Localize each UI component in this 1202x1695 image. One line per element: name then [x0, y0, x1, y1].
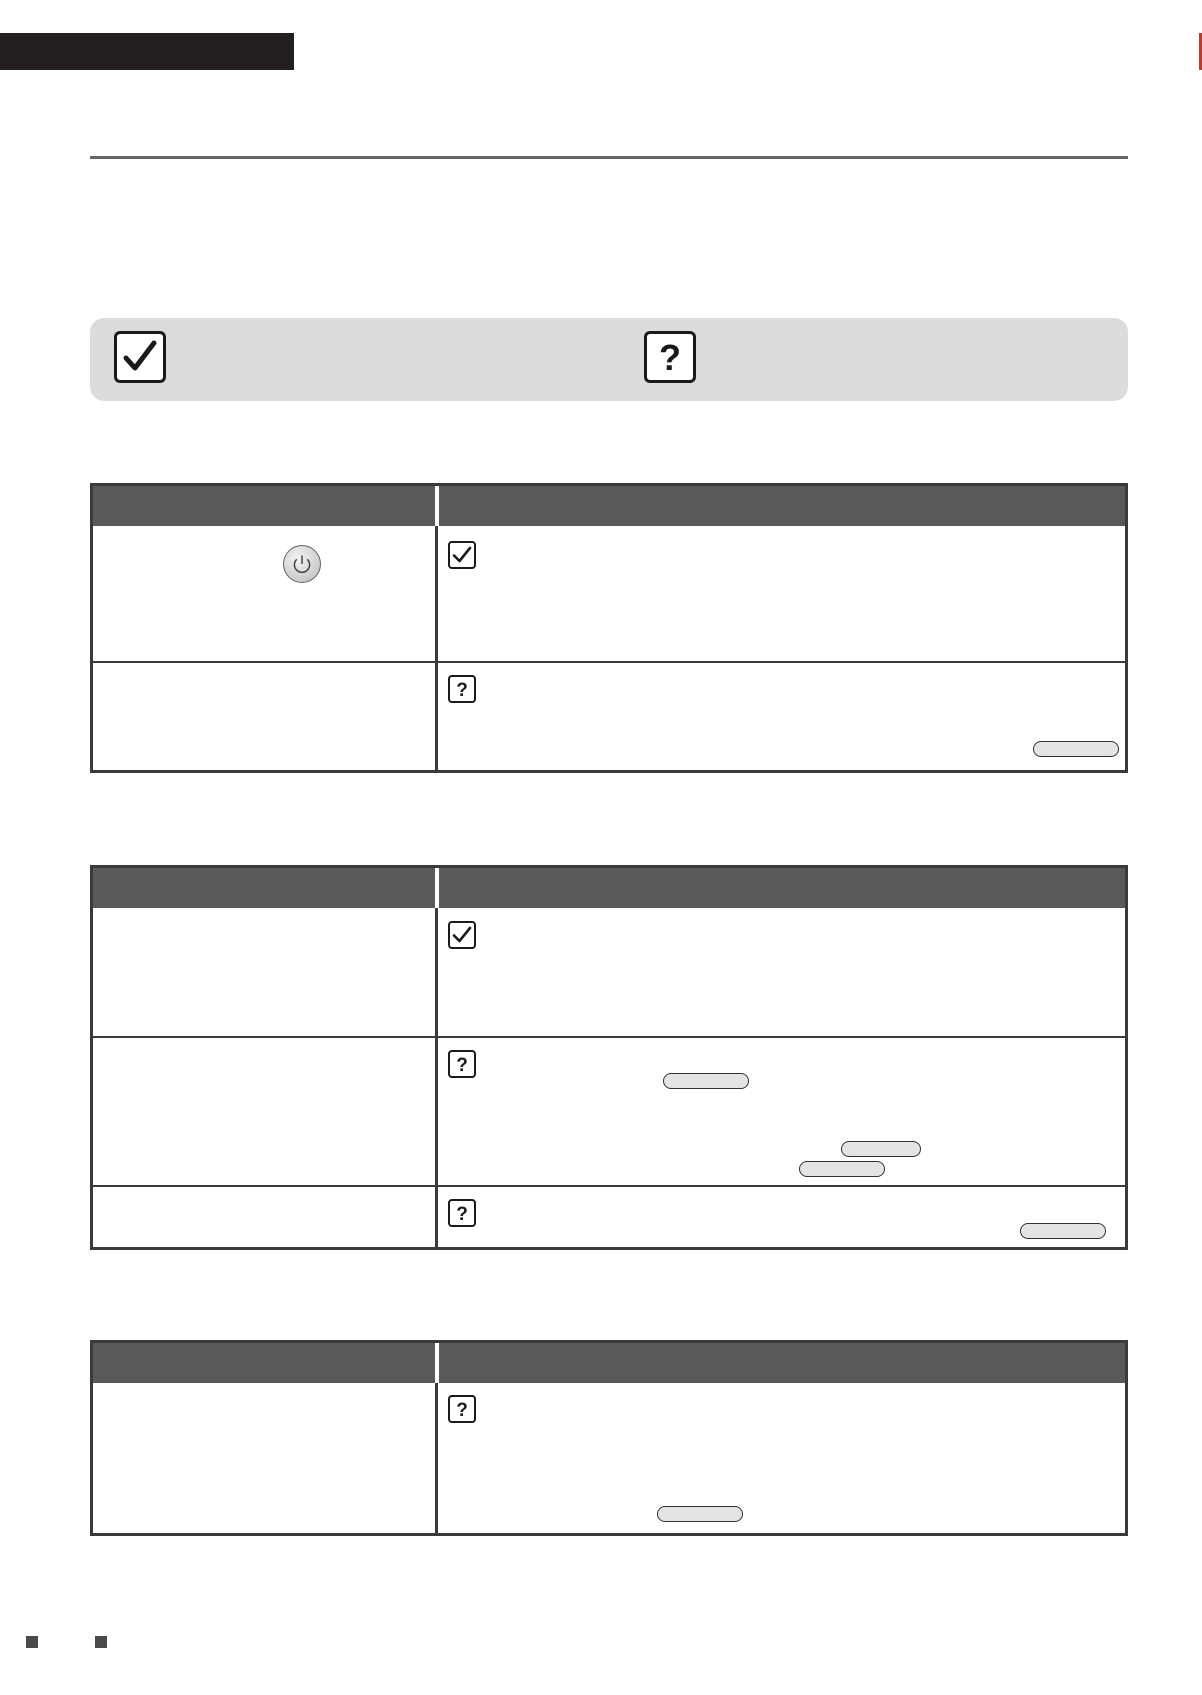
- footer-square: [26, 1636, 38, 1648]
- troubleshoot-table-2: [90, 865, 1128, 1250]
- page-reference-pill[interactable]: [1033, 741, 1119, 757]
- check-box-icon: [448, 541, 476, 569]
- page-reference-pill[interactable]: [841, 1141, 921, 1157]
- question-box-icon: [448, 675, 476, 703]
- icon-legend: [90, 318, 1128, 401]
- chapter-tab: [0, 33, 294, 70]
- question-box-icon: [448, 1395, 476, 1423]
- question-box-icon: [644, 331, 696, 383]
- check-box-icon: [448, 921, 476, 949]
- page-reference-pill[interactable]: [663, 1073, 749, 1089]
- question-box-icon: [448, 1199, 476, 1227]
- page-reference-pill[interactable]: [657, 1506, 743, 1522]
- troubleshoot-table-3: [90, 1340, 1128, 1536]
- svg-text:?: ?: [456, 680, 468, 701]
- page-reference-pill[interactable]: [799, 1161, 885, 1177]
- table-header: [93, 868, 1125, 908]
- footer-square: [95, 1636, 107, 1648]
- svg-text:?: ?: [456, 1055, 468, 1076]
- troubleshoot-table-1: [90, 483, 1128, 773]
- table-header: [93, 1343, 1125, 1383]
- svg-text:?: ?: [659, 337, 681, 378]
- svg-text:?: ?: [456, 1400, 468, 1421]
- power-button-icon: [283, 545, 321, 583]
- title-rule: [90, 156, 1128, 159]
- page-reference-pill[interactable]: [1020, 1223, 1106, 1239]
- svg-text:?: ?: [456, 1204, 468, 1225]
- question-box-icon: [448, 1050, 476, 1078]
- table-header: [93, 486, 1125, 526]
- check-box-icon: [114, 331, 166, 383]
